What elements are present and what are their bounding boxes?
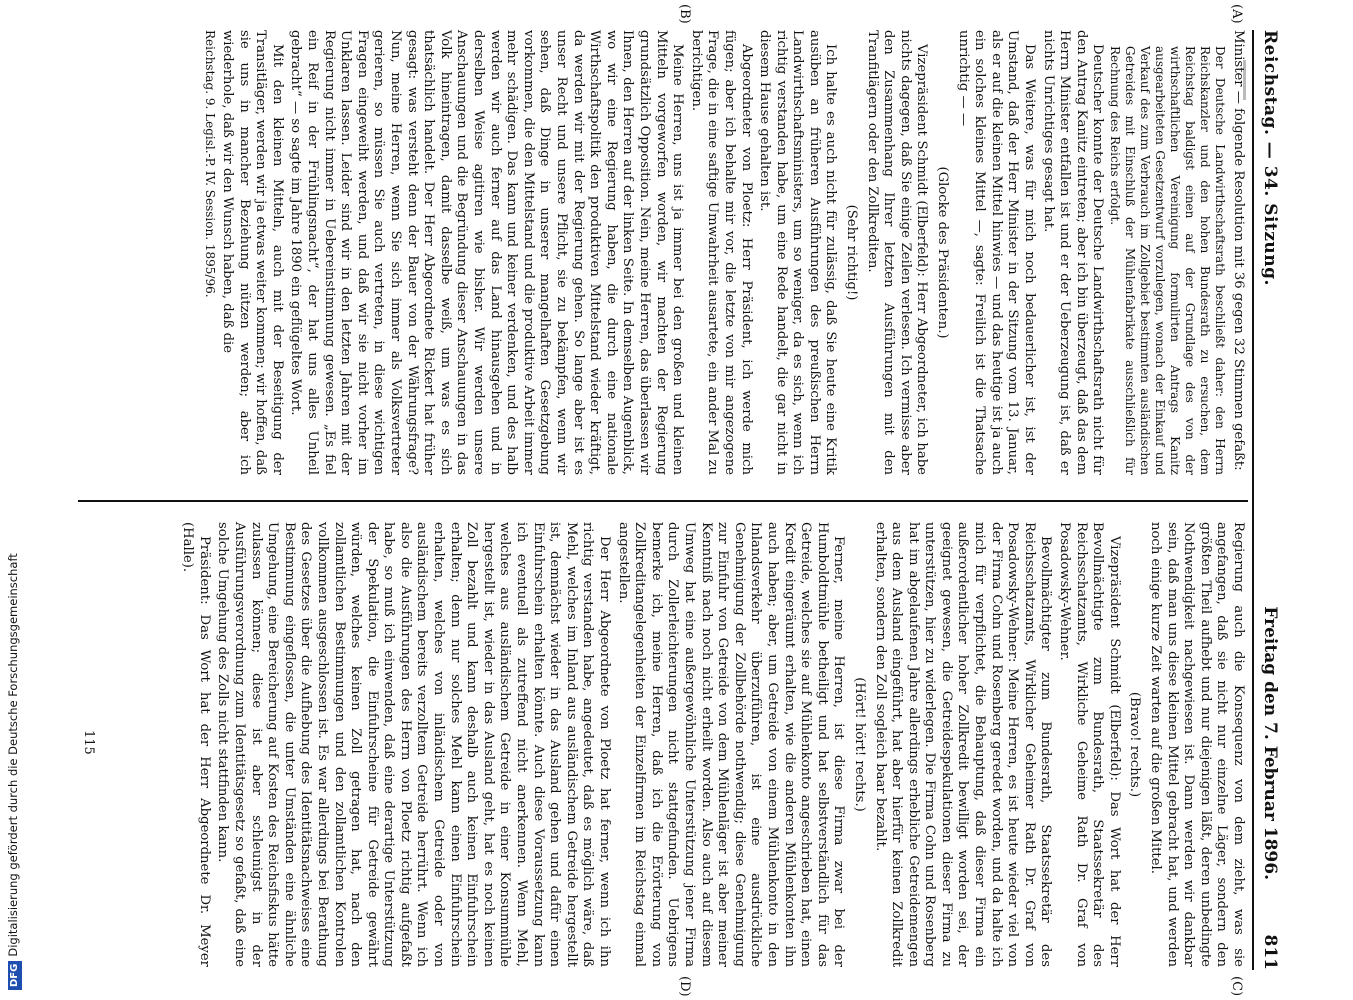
stage-direction: (Hört! hört! rechts.): [851, 677, 867, 812]
paragraph: Ich halte es auch nicht für zulässig, daß Sie heute eine Kritik ausüben an früheren Ausführungen des preußischen Herrn Landwirthschaftsministers, um so weniger, da es sich, wenn ich richtig verstanden habe, um eine Rede handelt, die gar nicht in diesem Hause gehalten ist.: [757, 30, 839, 475]
page-number: 811: [1260, 934, 1280, 970]
margin-mark-d: (D): [677, 976, 692, 997]
speaker-paragraph: Bevollmächtigter zum Bundesrath, Staatssekretär des Reichsschatzamts, Wirklicher Geheimer Rath Dr. Graf von Posadowsky-Wehner: Meine Herren, es ist heute wieder viel von der Firma Cohn und Rosenberg geredet worden, und da halte ich mich für verpflichtet, die Behauptung, daß dieser Firma ein außerordentlicher hoher Zollkredit bewilligt worden sei, der geeignet gewesen, die Getreidespekulationen dieser Firma zu unterstützen, hier zu widerlegen. Die Firma Cohn und Rosenberg hat im abgelaufenen Jahre allerdings erhebliche Getreidemengen aus dem Ausland eingeführt, hat aber hierfür keinen Zollkredit erhalten, sondern den Zoll sogleich baar bezahlt.: [872, 522, 1054, 967]
margin-mark-c: (C): [1229, 976, 1244, 997]
speaker-paragraph: Präsident: Das Wort hat der Herr Abgeordnete Dr. Meyer (Halle).: [180, 522, 212, 967]
document-page: [52, 0, 1292, 1000]
stage-direction: (Bravo! rechts.): [1127, 691, 1143, 798]
paragraph: Deutscher konnte der Deutsche Landwirthschaftsrath nicht für den Antrag Kanitz eintreten; aber ich bin überzeugt, daß das dem Herrn Minister entfallen ist und er der Ueberzeugung ist, daß er nichts Unrichtiges gesagt hat.: [1040, 30, 1106, 475]
header-date: Freitag den 7. Februar 1896.: [1260, 606, 1280, 880]
paragraph: Der Herr Abgeordnete von Ploetz hat ferner, wenn ich ihn richtig verstanden habe, angedeutet, daß es möglich wäre, daß Mehl, welches im Inland aus ausländischem Getreide hergestellt ist, demnächst wieder in das Ausland gehen und dafür einen Einfuhrschein erhalten könnte. Auch diese Voraussetzung kann ich eventuell als zutreffend nicht anerkennen. Wenn Mehl, welches aus ausländischem Getreide in einer Konsummühle hergestellt ist, wieder in das Ausland geht, hat es noch keinen Zoll bezahlt und kann deshalb auch keinen Einfuhrschein erhalten; denn nur solches Mehl kann einen Einfuhrschein erhalten, welches von inländischem Getreide oder von ausländischem bereits verzolltem Getreide herrührt. Wenn ich also die Ausführungen des Herrn von Ploetz richtig aufgefaßt habe, so muß ich einwenden, daß eine derartige Unterstützung der Spekulation, die Einfuhrscheine für Getreide gewährt würden, welches keinen Zoll getragen hat, nach den zollamtlichen Bestimmungen und den zollamtlichen Kontrolen vollkommen ausgeschlossen ist. Es war allerdings bei Berathung des Gesetzes über die Aufhebung des Identitätsnachweises eine Bestimmung eingeflossen, die unter Umständen eine ähnliche Umgehung, eine Bereicherung auf Kosten des Reichsfiskus hätte zulassen können; diese ist aber schleunigst in der Ausführungsverordnung zum Identitätsgesetz so gefaßt, daß eine solche Umgehung des Zolls nicht stattfinden kann.: [215, 522, 613, 967]
column-divider: [78, 500, 1248, 502]
speaker-paragraph: Abgeordneter von Ploetz: Herr Präsident, ich werde mich fügen; aber ich behalte mir vor, die letzte von mir angezogene Frage, die in eine saftige Umwahrheit ausartete, ein ander Mal zu berichtigen.: [688, 30, 754, 475]
dfg-credit: [2, 0, 24, 990]
dfg-credit-text: Digitalisierung gefördert durch die Deutsche Forschungsgemeinschaft: [6, 553, 20, 957]
right-column: [177, 522, 1246, 967]
page-header: [1252, 30, 1284, 970]
margin-mark-b: (B): [677, 4, 692, 24]
footer-number: 115: [81, 730, 96, 755]
speaker-paragraph: Vizepräsident Schmidt (Elberfeld): Herr Abgeordneter, ich habe nichts dagegen, daß Sie einige Zeilen verlesen. Ich vermisse aber den Zusammenhang Ihrer letzten Ausführungen mit den Tranfitlägern oder den Zollkrediten.: [864, 30, 930, 475]
paragraph: Das Weitere, was für mich noch bedauerlicher ist, ist der Umstand, daß der Herr Minister in der Sitzung vom 13. Januar, als er auf die kleinen Mittel hinwies — und das heutige ist ja auch ein solches kleines Mittel —, sagte: Freilich ist die Thatsache unrichtig — —: [955, 30, 1038, 475]
paragraph: Meine Herren, uns ist ja immer bei den großen und kleinen Mitteln vorgeworfen worden, wir machten der Regierung grundsätzlich Opposition. Nein, meine Herren, das überlassen wir Ihnen, den Herren auf der linken Seite. In demselben Augenblick, wo wir eine Regierung haben, die durch eine nationale Wirthschaftspolitik den produktiven Mittelstand wieder kräftigt, da werden wir mit der Regierung gehen. So lange aber ist es unser Recht und unsere Pflicht, sie zu bekämpfen, wenn wir sehen, daß Dinge in unserer mangelhaften Gesetzgebung vorkommen, die den Mittelstand und die produktive Arbeit immer mehr schädigen. Das kann und keiner verdenken, und des halb werden wir auch ferner auf das Land hinausgehen und in derselben Weise agitiren wie bisher. Wir werden unsere Anschauungen und die Begründung dieser Anschauungen in das Volk hineintragen, damit dasselbe weiß, um was es sich thatsächlich handelt. Der Herr Abgeordnete Rickert hat früher gesagt: was versteht denn der Bauer von der Währungsfrage? Nun, meine Herren, wenn Sie sich immer als Volksvertreter gerieren, so müssen Sie auch vertreten, in diese wichtigen Fragen eingeweiht werden, und daß wir sie nicht vorher im Unklaren lassen. Leider sind wir in den letzten Jahren mit der Regierung nicht immer in Uebereinstimmung gewesen. „Es fiel ein Reif in der Frühlingsnacht“, der hat uns alles Unheil gebracht“ — so sagte im Jahre 1890 ein geflügeltes Wort.: [288, 30, 686, 475]
dfg-logo: DFG: [8, 961, 22, 990]
stage-direction: (Glocke des Präsidenten.): [935, 166, 951, 339]
paragraph: Mit den kleinen Mitteln, auch mit der Beseitigung der Transitläger, werden wir ja etwas weiter kommen; wir hoffen, daß sie uns in mancher Beziehung nützen werden; aber ich wiederhole, daß wir den Wunsch haben, daß die: [220, 30, 285, 475]
speaker-paragraph: Vizepräsident Schmidt (Elberfeld): Das Wort hat der Herr Bevollmächtigte zum Bundesrath, Staatssekretär des Reichsschatzamts, Wirkliche Geheime Rath Dr. Graf von Posadowsky-Wehner.: [1057, 522, 1122, 967]
header-left: Reichstag. — 34. Sitzung.: [1260, 30, 1280, 286]
left-column: [200, 30, 1246, 475]
dfg-sidebar: [2, 0, 24, 1000]
paragraph: Ferner, meine Herren, ist diese Firma zwar bei der Humboldtmühle betheiligt und hat selbstverständlich für das Getreide, welches sie auf Mühlenkonto angeschrieben hat, einen Kredit eingeräumt erhalten, wie die anderen Mühlenkonten ihn auch haben; aber, um Getreide von einem Mühlenkonto in den Inlandsverkehr überzuführen, ist eine ausdrückliche Genehmigung der Zollbehörde nothwendig; diese Genehmigung zur Einfuhr von Getreide von dem Mühlenläger ist aber meiner Kenntniß nach noch nicht erheilt worden. Also auch auf diesem Umweg hat eine außergewöhnliche Unterstützung jener Firma durch Zollerleichterungen nicht stattgefunden. Uebrigens bemerke ich, meine Herren, daß ich die Erörterung von Zollkreditangelegenheiten der Einzelfirmen im Reichstag einmal angestellen.: [615, 522, 847, 967]
paragraph: Minister — folgende Resolution mit 36 gegen 32 Stimmen gefaßt:: [1231, 30, 1246, 471]
session-footer: Reichstag. 9. Legisl.-P. IV. Session. 1895/96.: [202, 30, 217, 298]
resolution-quote: Der Deutsche Landwirthschaftsrath beschließt daher: den Herrn Reichskanzler und den hohen Bundesrath zu ersuchen, dem Reichstag baldigst einen auf der Grundlage des von der wirthschaftlichen Vereinigung formulirten Antrags Kanitz ausgearbeiteten Gesetzentwurf vorzulegen, wonach der Einkauf und Verkauf des zum Verbrauch im Zollgebiet bestimmten ausländischen Getreides mit Einschluß der Mühlenfabrikate ausschließlich für Rechnung des Reichs erfolgt.: [1108, 46, 1228, 475]
stage-direction: (Sehr richtig!): [844, 204, 860, 301]
margin-mark-a: (A): [1229, 4, 1244, 24]
paragraph: Regierung auch die Konsequenz von dem zieht, was sie angefangen, daß sie nicht nur einzelne Läger, sondern den größten Theil aufhebt und nur diejenigen läßt, deren unbedingte Nothwendigkeit nachgewiesen ist. Dann werden wir dankbar sein, daß man uns diese kleinen Mittel gebracht hat, und werden noch einige kurze Zeit warten auf die großen Mittel.: [1148, 522, 1246, 967]
